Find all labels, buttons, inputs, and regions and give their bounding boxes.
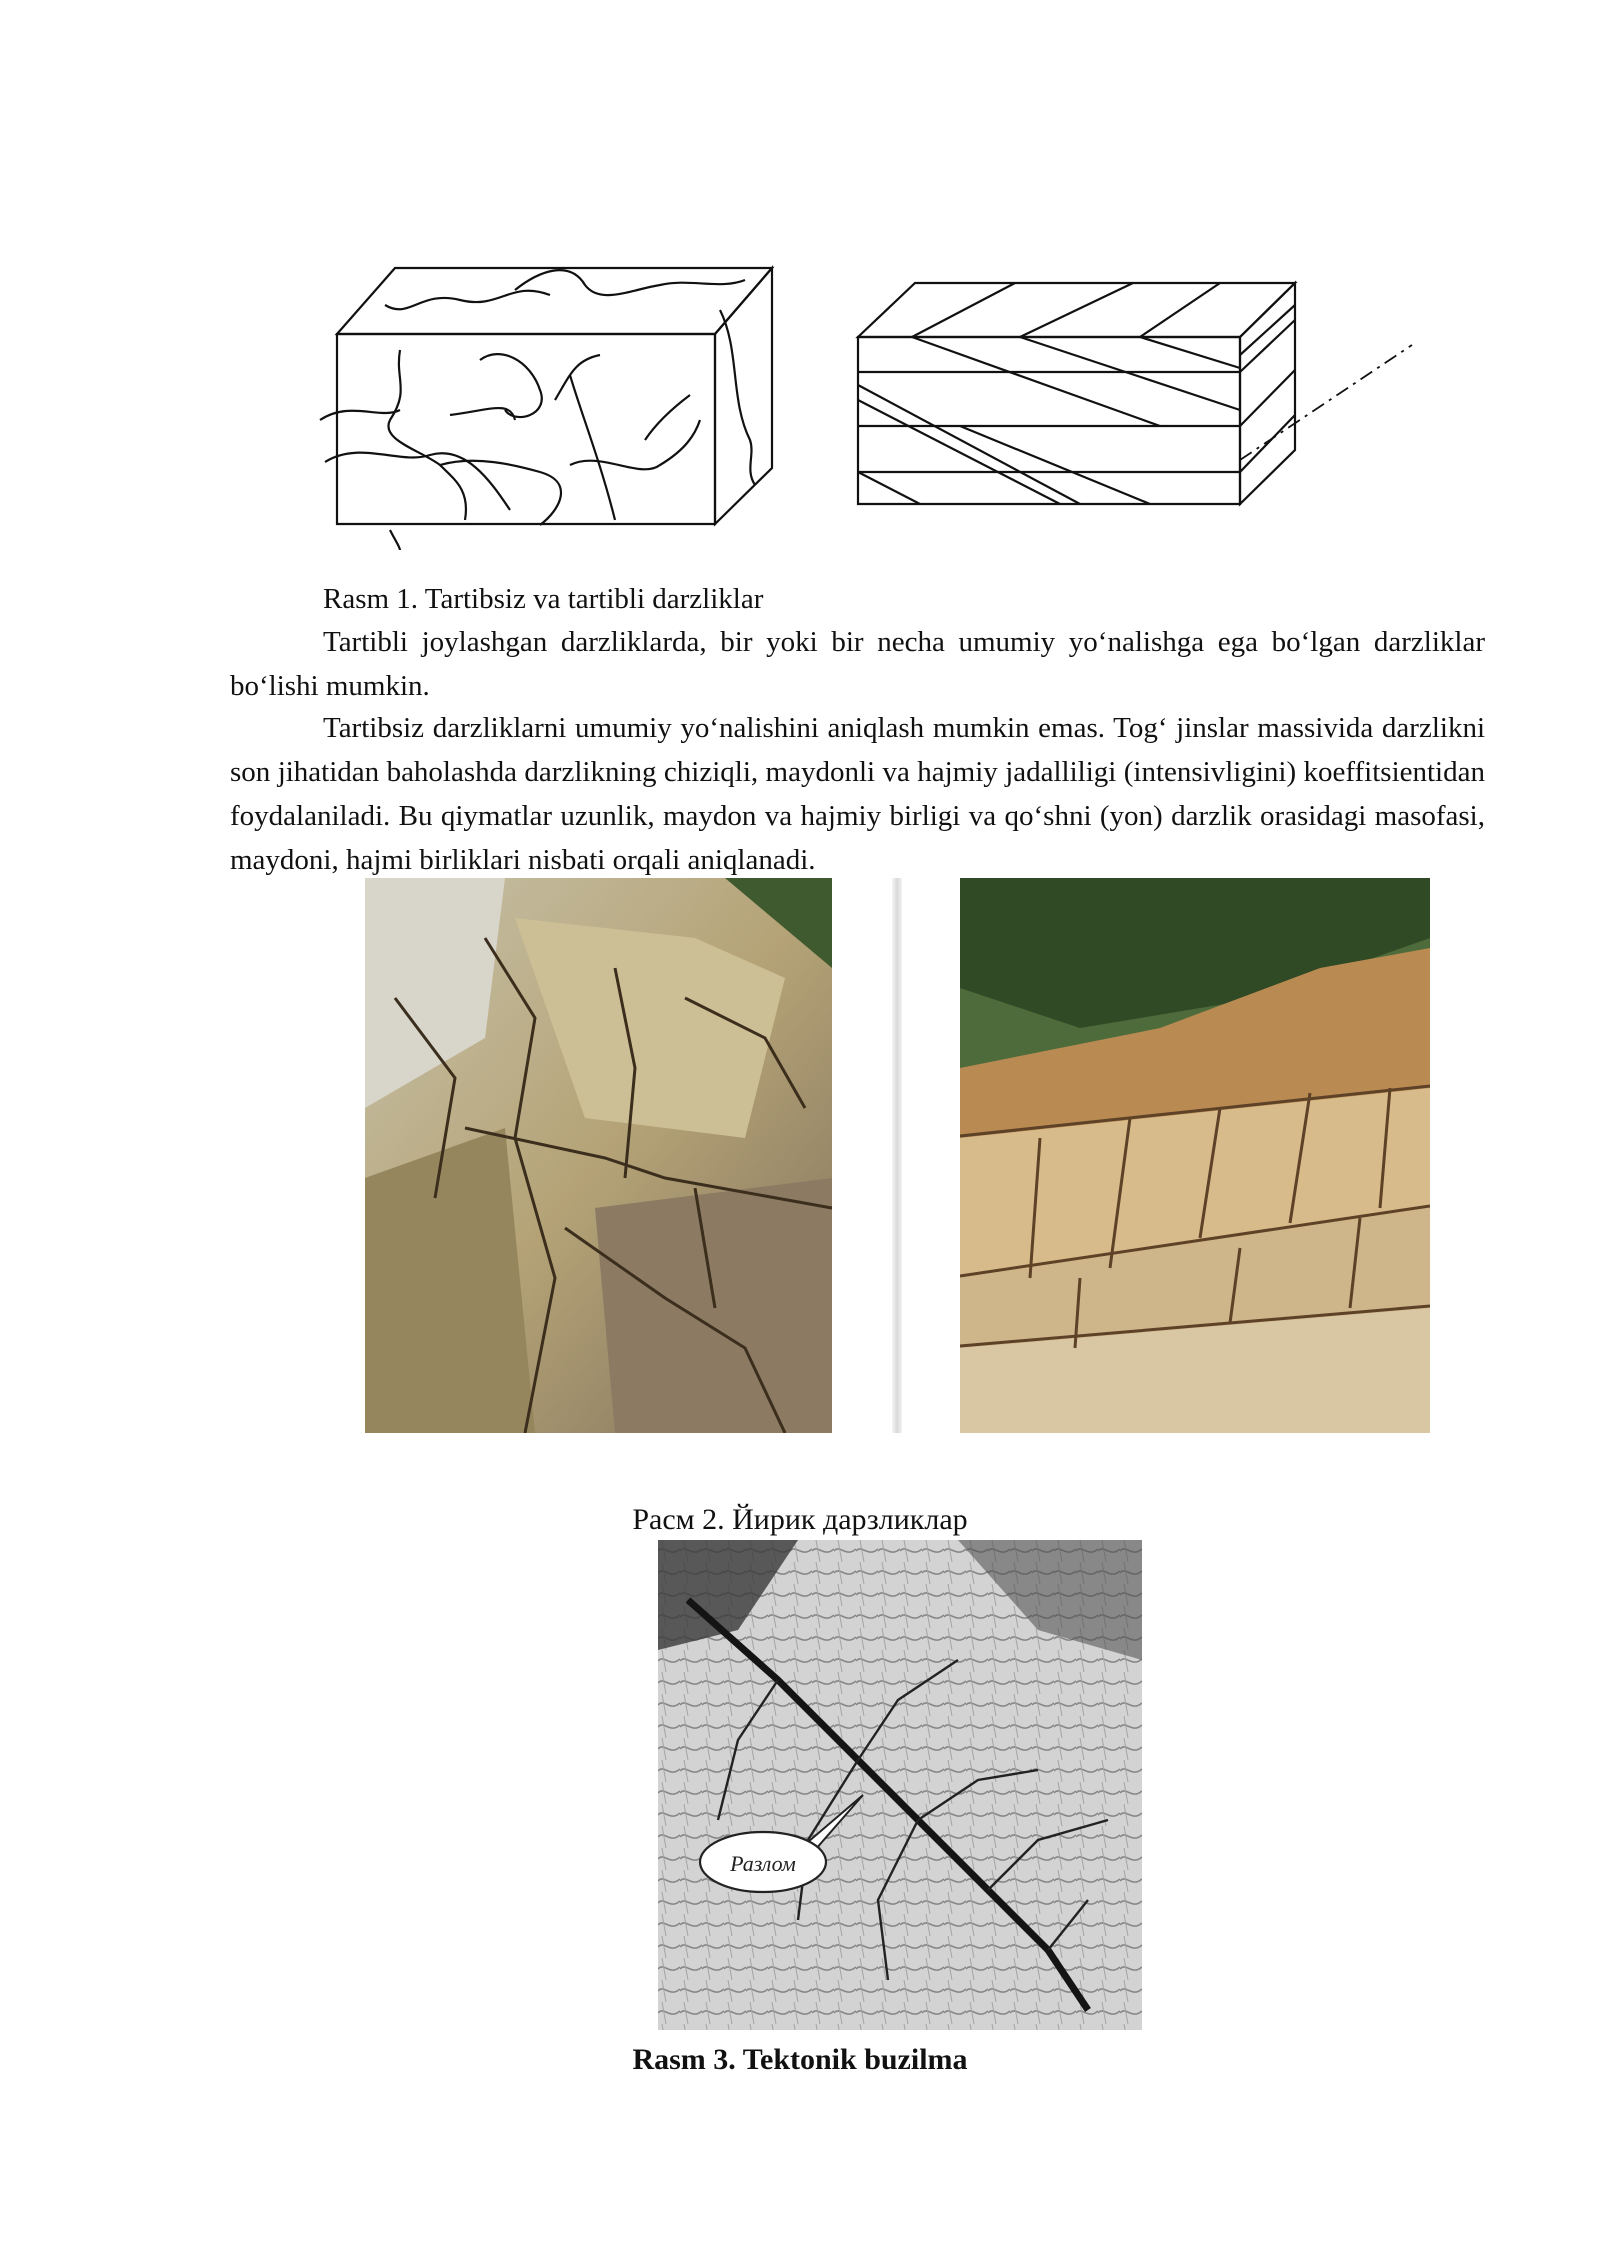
large-fractures-photo-right [960,878,1430,1433]
figure2-caption: Расм 2. Йирик дарзликлар [632,1503,968,1536]
irregular-fractures-block [320,268,772,550]
regular-fractures-block [858,283,1412,504]
figure3-caption: Rasm 3. Tektonik buzilma [632,2043,968,2076]
figure1-caption: Rasm 1. Tartibsiz va tartibli darzliklar [323,583,764,615]
tectonic-fault-image [658,1540,1142,2030]
paragraph-1: Tartibli joylashgan darzliklarda, bir yoki bir necha umumiy yo‘nalishga ega bo‘lgan darzliklar bo‘lishi mumkin. [230,626,1485,702]
fault-label: Разлом [730,1851,796,1876]
paragraph-2: Tartibsiz darzliklarni umumiy yo‘nalishini aniqlash mumkin emas. Tog‘ jinslar massivida darzlikni son jihatidan baholashda darzlikning chiziqli, maydonli va hajmiy jadalliligi (intensivligini) koeffitsientidan foydalaniladi. Bu qiymatlar uzunlik, maydon va hajmiy birligi va qo‘shni (yon) darzlik orasidagi masofasi, maydoni, hajmi birliklari nisbati orqali aniqlanadi. [230,712,1485,876]
photo-gutter [892,878,902,1433]
fracture-block-diagrams [300,250,1450,550]
large-fractures-photo-left [365,878,832,1433]
